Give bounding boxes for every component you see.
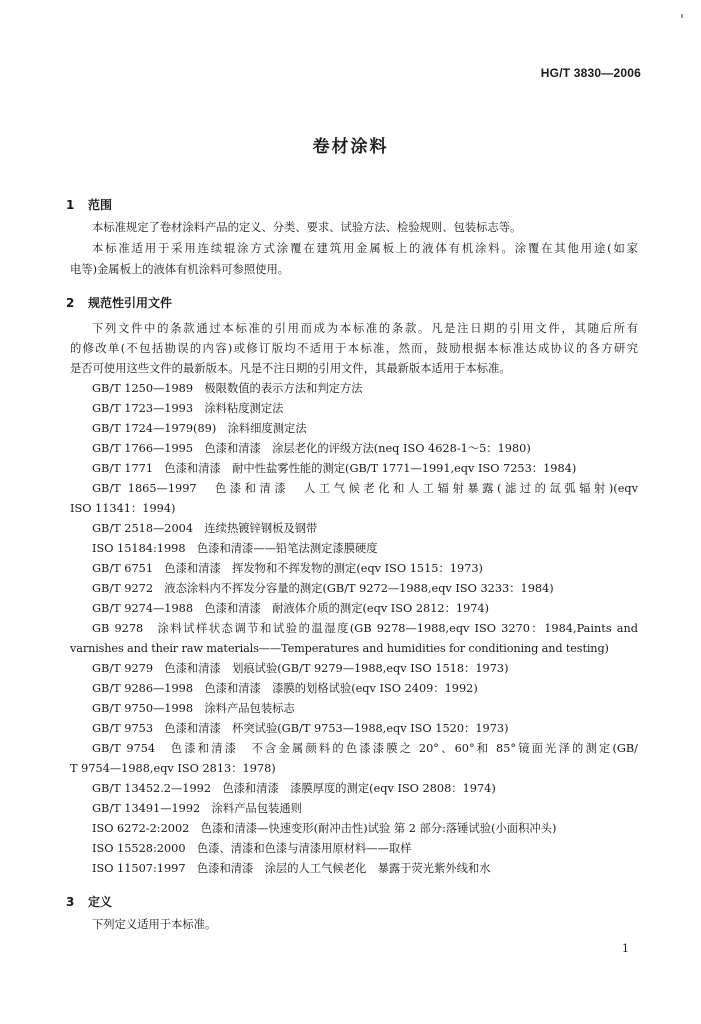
reference-item: GB/T 2518—2004 连续热镀锌钢板及钢带 bbox=[92, 522, 318, 535]
document-title: 卷材涂料 bbox=[312, 137, 389, 157]
paragraph-line: 本标准适用于采用连续辊涂方式涂覆在建筑用金属板上的液体有机涂料。涂覆在其他用途(如家 bbox=[92, 242, 638, 255]
reference-item: GB/T 9279 色漆和清漆 划痕试验(GB/T 9279—1988,eqv ISO 1518：1973) bbox=[92, 662, 509, 675]
paragraph-line: 电等)金属板上的液体有机涂料可参照使用。 bbox=[70, 263, 290, 276]
paragraph-line: 下列文件中的条款通过本标准的引用而成为本标准的条款。凡是注日期的引用文件，其随后所有 bbox=[92, 322, 638, 335]
reference-item: GB/T 9754 色漆和清漆 不含金属颜料的色漆漆膜之 20°、60°和 85°镜面光泽的测定(GB/ bbox=[92, 742, 638, 755]
reference-item: GB/T 1771 色漆和清漆 耐中性盐雾性能的测定(GB/T 1771—1991,eqv ISO 7253：1984) bbox=[92, 462, 577, 475]
reference-item: GB/T 13491—1992 涂料产品包装通则 bbox=[92, 802, 302, 815]
reference-item-continuation: T 9754—1988,eqv ISO 2813：1978) bbox=[70, 762, 276, 775]
section-title: 定义 bbox=[88, 895, 113, 909]
reference-item: ISO 15184:1998 色漆和清漆——铅笔法测定漆膜硬度 bbox=[92, 542, 378, 555]
section-heading-3 bbox=[66, 893, 112, 910]
reference-item: GB/T 1865—1997 色漆和清漆 人工气候老化和人工辐射暴露(滤过的氙弧辐射)(eqv bbox=[92, 482, 638, 495]
paragraph-line: 下列定义适用于本标准。 bbox=[92, 918, 217, 931]
scan-mark bbox=[681, 14, 683, 18]
paragraph-line: 是否可使用这些文件的最新版本。凡是不注日期的引用文件，其最新版本适用于本标准。 bbox=[70, 362, 511, 375]
reference-item: GB/T 1723—1993 涂料粘度测定法 bbox=[92, 402, 284, 415]
section-heading-2 bbox=[66, 294, 172, 311]
reference-item: GB/T 1766—1995 色漆和清漆 涂层老化的评级方法(neq ISO 4628-1～5：1980) bbox=[92, 442, 531, 455]
reference-item: GB/T 13452.2—1992 色漆和清漆 漆膜厚度的测定(eqv ISO 2808：1974) bbox=[92, 782, 496, 795]
section-number: 2 bbox=[66, 296, 75, 310]
reference-item: GB/T 9750—1998 涂料产品包装标志 bbox=[92, 702, 295, 715]
section-heading-1 bbox=[66, 196, 112, 213]
reference-item-continuation: ISO 11341：1994) bbox=[70, 502, 176, 515]
reference-item: GB 9278 涂料试样状态调节和试验的温湿度(GB 9278—1988,eqv ISO 3270：1984,Paints and bbox=[92, 622, 638, 635]
reference-item: GB/T 9274—1988 色漆和清漆 耐液体介质的测定(eqv ISO 2812：1974) bbox=[92, 602, 490, 615]
paragraph-line: 的修改单(不包括勘误的内容)或修订版均不适用于本标准，然而，鼓励根据本标准达成协议的各方研究 bbox=[70, 342, 638, 355]
page-number: 1 bbox=[622, 942, 629, 955]
standard-code: HG/T 3830—2006 bbox=[540, 66, 641, 80]
section-title: 范围 bbox=[88, 198, 113, 212]
paragraph-line: 本标准规定了卷材涂料产品的定义、分类、要求、试验方法、检验规则、包装标志等。 bbox=[92, 221, 522, 234]
reference-item: ISO 15528:2000 色漆、清漆和色漆与清漆用原材料——取样 bbox=[92, 842, 412, 855]
reference-item: GB/T 1250—1989 极限数值的表示方法和判定方法 bbox=[92, 382, 363, 395]
reference-item: ISO 11507:1997 色漆和清漆 涂层的人工气候老化 暴露于荧光紫外线和水 bbox=[92, 862, 491, 875]
reference-item: ISO 6272-2:2002 色漆和清漆—快速变形(耐冲击性)试验 第 2 部分:落锤试验(小面积冲头) bbox=[92, 822, 557, 835]
reference-item: GB/T 9272 液态涂料内不挥发分容量的测定(GB/T 9272—1988,eqv ISO 3233：1984) bbox=[92, 582, 554, 595]
reference-item: GB/T 6751 色漆和清漆 挥发物和不挥发物的测定(eqv ISO 1515：1973) bbox=[92, 562, 483, 575]
reference-item-continuation: varnishes and their raw materials——Temperatures and humidities for conditioning and testing) bbox=[70, 642, 609, 655]
reference-item: GB/T 9753 色漆和清漆 杯突试验(GB/T 9753—1988,eqv ISO 1520：1973) bbox=[92, 722, 509, 735]
section-title: 规范性引用文件 bbox=[88, 296, 173, 310]
section-number: 1 bbox=[66, 198, 75, 212]
reference-item: GB/T 1724—1979(89) 涂料细度测定法 bbox=[92, 422, 307, 435]
reference-item: GB/T 9286—1998 色漆和清漆 漆膜的划格试验(eqv ISO 2409：1992) bbox=[92, 682, 478, 695]
section-number: 3 bbox=[66, 895, 75, 909]
